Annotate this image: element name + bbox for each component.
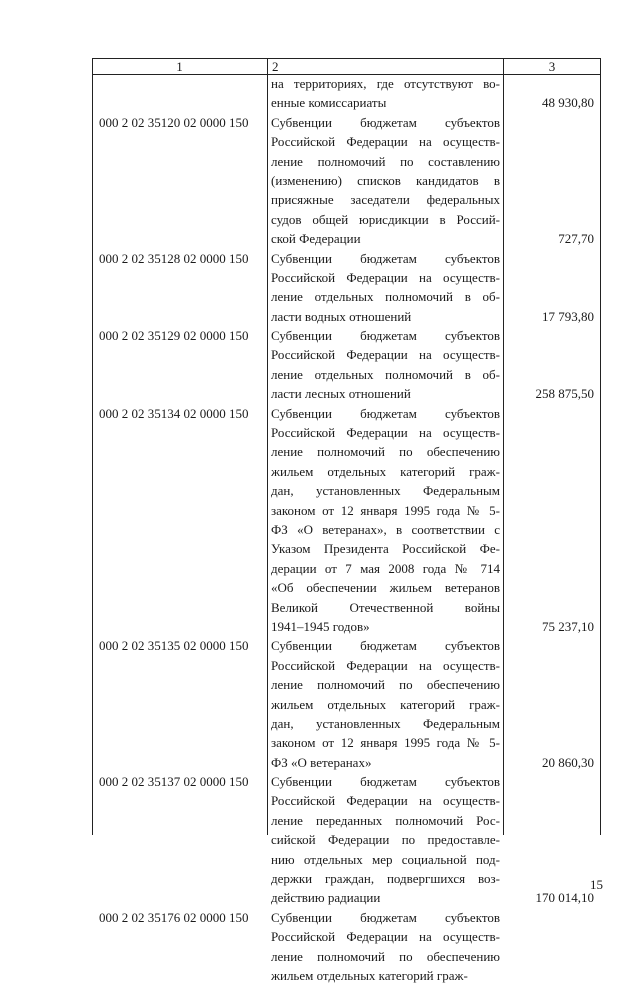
table-row [92, 404, 601, 423]
table-row [92, 190, 601, 209]
table-row [92, 132, 601, 151]
description-text: жильем отдельных категорий граж- [271, 967, 468, 983]
table-row [92, 384, 601, 403]
table-row [92, 791, 601, 810]
description-text: Российской Федерации на осуществ- [271, 929, 500, 945]
description-text: Субвенции бюджетам субъектов [271, 774, 500, 790]
description-text: Российской Федерации на осуществ- [271, 793, 500, 809]
budget-code: 000 2 02 35137 02 0000 150 [99, 774, 249, 790]
table-row [92, 850, 601, 869]
description-text: ление полномочий по обеспечению [271, 948, 500, 964]
amount-value: 20 860,30 [542, 754, 594, 770]
description-text: Субвенции бюджетам субъектов [271, 250, 500, 266]
description-text: дан, установленных Федеральным [271, 483, 500, 499]
description-text: ской Федерации [271, 231, 361, 247]
table-row [92, 93, 601, 112]
budget-code: 000 2 02 35120 02 0000 150 [99, 114, 249, 130]
table-row [92, 307, 601, 326]
description-text: ФЗ «О ветеранах» [271, 754, 372, 770]
budget-code: 000 2 02 35134 02 0000 150 [99, 405, 249, 421]
description-text: действию радиации [271, 890, 381, 906]
table-row [92, 598, 601, 617]
description-text: Субвенции бюджетам субъектов [271, 328, 500, 344]
budget-code: 000 2 02 35135 02 0000 150 [99, 638, 249, 654]
table-row [92, 345, 601, 364]
description-text: сийской Федерации по предоставле- [271, 832, 500, 848]
description-text: законом от 12 января 1995 года № 5- [271, 502, 500, 518]
table-row [92, 229, 601, 248]
budget-code: 000 2 02 35128 02 0000 150 [99, 250, 249, 266]
amount-value: 727,70 [558, 231, 594, 247]
description-text: законом от 12 января 1995 года № 5- [271, 735, 500, 751]
description-text: Субвенции бюджетам субъектов [271, 114, 500, 130]
table-row [92, 539, 601, 558]
table-row [92, 830, 601, 849]
budget-code: 000 2 02 35176 02 0000 150 [99, 909, 249, 925]
description-text: держки граждан, подвергшихся воз- [271, 871, 500, 887]
table-row [92, 947, 601, 966]
table-row [92, 74, 601, 93]
description-text: дан, установленных Федеральным [271, 715, 500, 731]
description-text: жильем отдельных категорий граж- [271, 696, 500, 712]
table-row [92, 927, 601, 946]
description-text: судов общей юрисдикции в Россий- [271, 211, 500, 227]
budget-table [92, 58, 601, 983]
amount-value: 258 875,50 [535, 386, 594, 402]
column-header-3: 3 [548, 59, 556, 74]
description-text: 1941–1945 годов» [271, 618, 370, 634]
table-row [92, 365, 601, 384]
description-text: Российской Федерации на осуществ- [271, 657, 500, 673]
description-text: Российской Федерации на осуществ- [271, 347, 500, 363]
table-row [92, 559, 601, 578]
table-row [92, 520, 601, 539]
table-row [92, 695, 601, 714]
description-text: на территориях, где отсутствуют во- [271, 76, 500, 91]
description-text: ление переданных полномочий Рос- [271, 812, 500, 828]
table-body [92, 74, 601, 985]
description-text: ление полномочий по обеспечению [271, 677, 500, 693]
amount-value: 17 793,80 [542, 308, 594, 324]
table-row [92, 753, 601, 772]
table-row [92, 287, 601, 306]
table-row [92, 501, 601, 520]
table-row [92, 210, 601, 229]
column-header-2: 2 [272, 59, 279, 74]
table-row [92, 481, 601, 500]
description-text: Российской Федерации на осуществ- [271, 269, 500, 285]
description-text: дерации от 7 мая 2008 года № 714 [271, 560, 500, 576]
table-row [92, 171, 601, 190]
table-row [92, 908, 601, 927]
page-number: 15 [590, 877, 603, 892]
amount-value: 170 014,10 [535, 890, 594, 906]
budget-code: 000 2 02 35129 02 0000 150 [99, 328, 249, 344]
table-row [92, 811, 601, 830]
table-row [92, 462, 601, 481]
description-text: ласти лесных отношений [271, 386, 411, 402]
description-text: Великой Отечественной войны [271, 599, 500, 615]
description-text: ление полномочий по обеспечению [271, 444, 500, 460]
description-text: ФЗ «О ветеранах», в соответствии с [271, 521, 500, 537]
table-row [92, 249, 601, 268]
amount-value: 48 930,80 [542, 95, 594, 111]
table-row [92, 675, 601, 694]
table-row [92, 326, 601, 345]
table-row [92, 714, 601, 733]
description-text: ласти водных отношений [271, 308, 412, 324]
description-text: «Об обеспечении жильем ветеранов [271, 580, 500, 596]
table-row [92, 772, 601, 791]
description-text: ление отдельных полномочий в об- [271, 289, 500, 305]
description-text: Российской Федерации на осуществ- [271, 425, 500, 441]
description-text: нию отдельных мер социальной под- [271, 851, 500, 867]
description-text: жильем отдельных категорий граж- [271, 463, 500, 479]
description-text: Субвенции бюджетам субъектов [271, 638, 500, 654]
description-text: Субвенции бюджетам субъектов [271, 909, 500, 925]
description-text: Субвенции бюджетам субъектов [271, 405, 500, 421]
table-row [92, 423, 601, 442]
table-row [92, 578, 601, 597]
description-text: Указом Президента Российской Фе- [271, 541, 500, 557]
table-row [92, 656, 601, 675]
description-text: Российской Федерации на осуществ- [271, 134, 500, 150]
description-text: ление отдельных полномочий в об- [271, 366, 500, 382]
description-text: присяжные заседатели федеральных [271, 192, 500, 208]
table-row [92, 617, 601, 636]
table-row [92, 268, 601, 287]
table-row [92, 113, 601, 132]
table-row [92, 152, 601, 171]
table-row [92, 636, 601, 655]
table-row [92, 966, 601, 985]
table-row [92, 733, 601, 752]
description-text: ление полномочий по составлению [271, 153, 500, 169]
description-text: (изменению) списков кандидатов в [271, 172, 500, 188]
column-header-1: 1 [176, 59, 183, 74]
table-row [92, 442, 601, 461]
table-row [92, 869, 601, 888]
amount-value: 75 237,10 [542, 618, 594, 634]
description-text: енные комиссариаты [271, 95, 387, 111]
